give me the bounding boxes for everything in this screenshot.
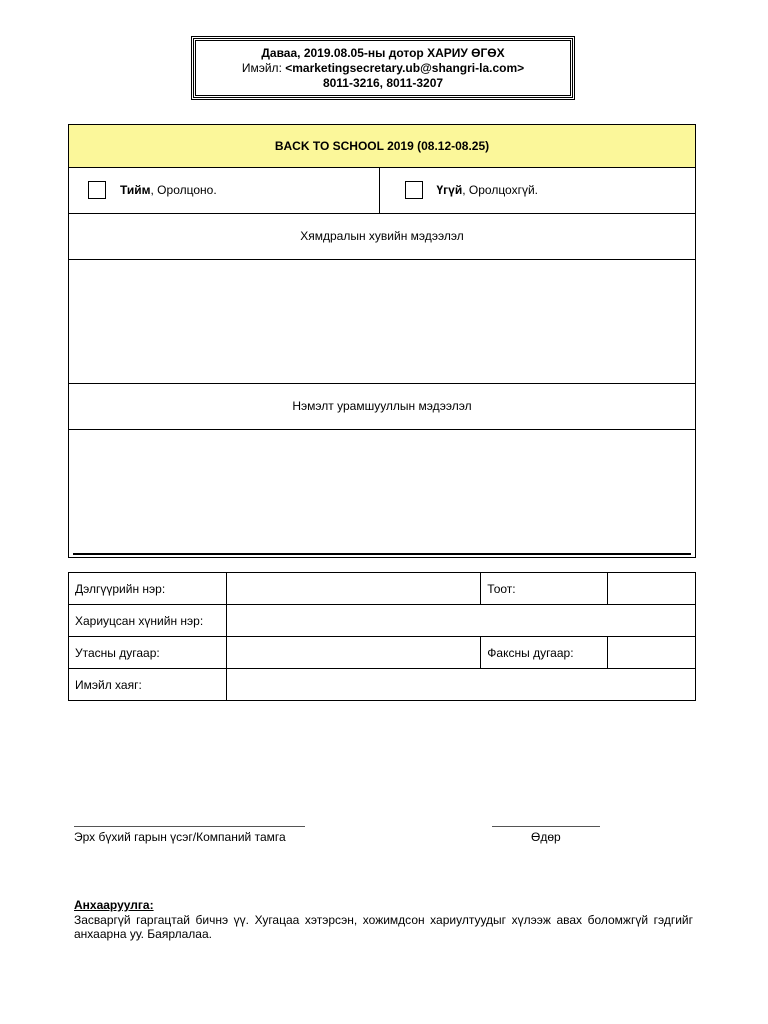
table-row	[69, 669, 696, 701]
fax-label: Факсны дугаар:	[481, 637, 608, 669]
contact-name-field[interactable]	[226, 605, 695, 637]
store-name-field[interactable]	[226, 573, 480, 605]
unit-no-label: Тоот:	[481, 573, 608, 605]
participation-form	[68, 124, 696, 558]
note-title: Анхааруулга:	[74, 898, 154, 912]
email-label: Имэйл:	[241, 60, 286, 75]
yes-label: Тийм, Оролцоно.	[120, 183, 217, 197]
email-address[interactable]: <marketingsecretary.ub@shangri-la.com>	[285, 60, 525, 75]
table-row	[69, 573, 696, 605]
deadline-header-box	[193, 38, 573, 98]
date-line[interactable]	[492, 826, 600, 827]
phone-numbers: 8011-3216, 8011-3207	[322, 75, 444, 90]
choice-yes	[69, 167, 379, 213]
contact-info-table	[68, 572, 696, 701]
fax-field[interactable]	[608, 637, 696, 669]
no-checkbox[interactable]	[405, 181, 423, 199]
no-label: Үгүй, Оролцохгүй.	[436, 183, 539, 197]
deadline-line: Даваа, 2019.08.05-ны дотор ХАРИУ ӨГӨХ	[261, 45, 505, 60]
phone-label: Утасны дугаар:	[69, 637, 227, 669]
signature-line[interactable]	[74, 826, 305, 827]
contact-name-label: Хариуцсан хүнийн нэр:	[69, 605, 227, 637]
signature-label: Эрх бүхий гарын үсэг/Компаний тамга	[74, 830, 286, 844]
email-field[interactable]	[226, 669, 695, 701]
yes-checkbox[interactable]	[88, 181, 106, 199]
store-name-label: Дэлгүүрийн нэр:	[69, 573, 227, 605]
email-label-cell: Имэйл хаяг:	[69, 669, 227, 701]
table-row	[69, 605, 696, 637]
promo-info-label: Нэмэлт урамшууллын мэдээлэл	[69, 383, 695, 430]
note-text: Засваргүй гаргацтай бичнэ үү. Хугацаа хэтэрсэн, хожимдсон хариултуудыг хүлээж авах боломжгүй гэдгийг анхаарна уу. Баярлалаа.	[74, 913, 693, 941]
discount-info-label: Хямдралын хувийн мэдээлэл	[69, 213, 695, 260]
promo-info-field[interactable]	[69, 429, 695, 553]
choice-no	[379, 167, 696, 213]
form-title: BACK TO SCHOOL 2019 (08.12-08.25)	[69, 125, 695, 168]
unit-no-field[interactable]	[608, 573, 696, 605]
email-line	[242, 61, 524, 76]
discount-info-field[interactable]	[69, 259, 695, 384]
choice-row	[69, 167, 695, 214]
form-bottom-rule	[73, 553, 691, 555]
date-label: Өдөр	[531, 830, 561, 844]
phone-field[interactable]	[226, 637, 480, 669]
table-row	[69, 637, 696, 669]
